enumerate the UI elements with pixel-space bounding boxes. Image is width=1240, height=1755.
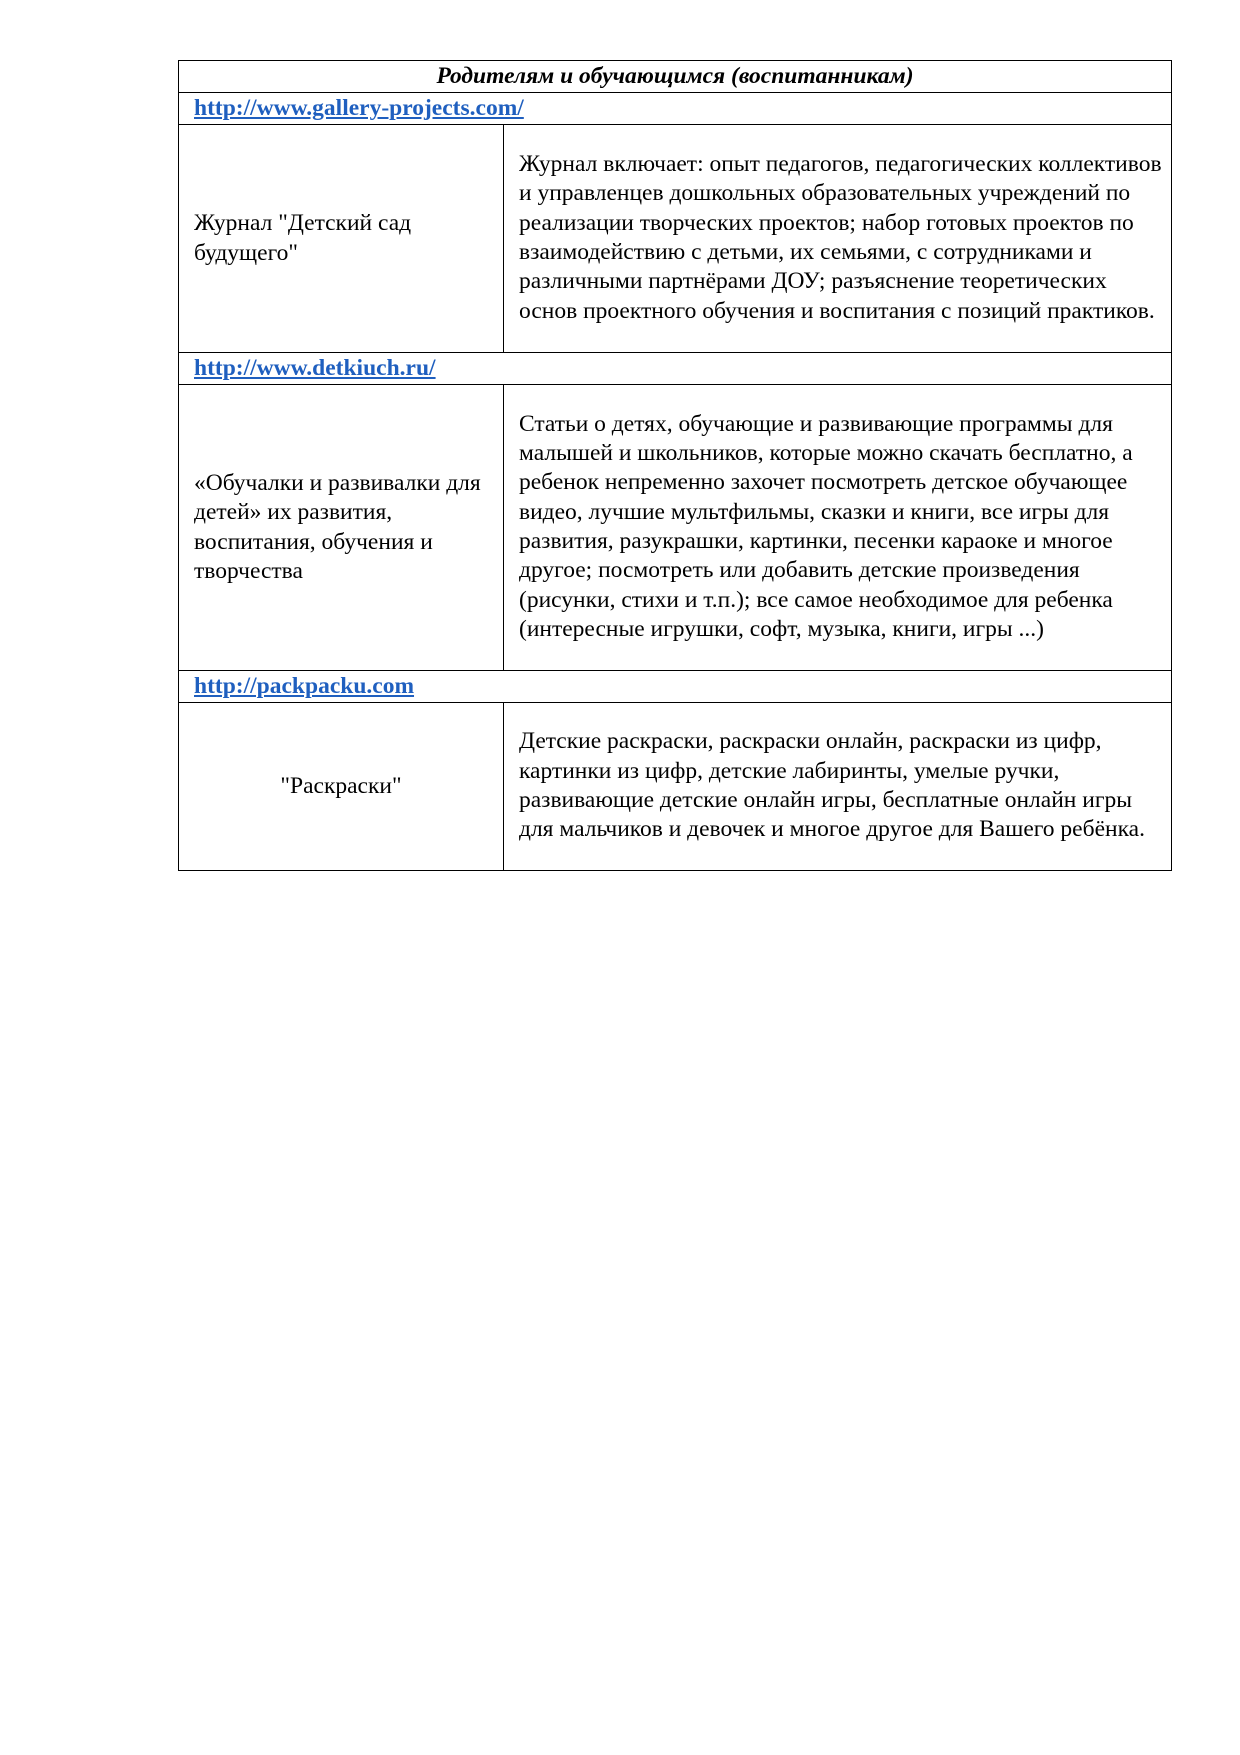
section-link-packpacku[interactable]: http://packpacku.com <box>194 672 415 699</box>
section-link-cell <box>179 93 1172 125</box>
section-link-row <box>179 93 1172 125</box>
section-link-cell <box>179 353 1172 385</box>
section-link-row <box>179 353 1172 385</box>
section-row <box>179 125 1172 353</box>
resource-description: Статьи о детях, обучающие и развивающие программы для малышей и школьников, которые можно скачать бесплатно, а ребенок непременно захочет посмотреть детское обучающее видео, лучшие мультфильмы, сказки и книги, все игры для развития, разукрашки, картинки, песенки караоке и многое другое; посмотреть или добавить детские произведения (рисунки, стихи и т.п.); все самое необходимое для ребенка (интересные игрушки, софт, музыка, книги, игры ...) <box>504 385 1172 671</box>
resource-description: Журнал включает: опыт педагогов, педагогических коллективов и управленцев дошкольных образовательных учреждений по реализации творческих проектов; набор готовых проектов по взаимодействию с детьми, их семьями, с сотрудниками и различными партнёрами ДОУ; разъяснение теоретических основ проектного обучения и воспитания с позиций практиков. <box>504 125 1172 353</box>
section-link-cell <box>179 671 1172 703</box>
resource-description: Детские раскраски, раскраски онлайн, раскраски из цифр, картинки из цифр, детские лабиринты, умелые ручки, развивающие детские онлайн игры, бесплатные онлайн игры для мальчиков и девочек и многое другое для Вашего ребёнка. <box>504 703 1172 871</box>
table-heading-row <box>179 61 1172 93</box>
section-row <box>179 703 1172 871</box>
resources-table <box>178 60 1172 871</box>
resource-name: "Раскраски" <box>179 703 504 871</box>
table-heading: Родителям и обучающимся (воспитанникам) <box>179 61 1172 93</box>
section-row <box>179 385 1172 671</box>
section-link-gallery-projects[interactable]: http://www.gallery-projects.com/ <box>194 94 524 121</box>
section-link-detkiuch[interactable]: http://www.detkiuch.ru/ <box>194 354 436 381</box>
resource-name: «Обучалки и развивалки для детей» их развития, воспитания, обучения и творчества <box>179 385 504 671</box>
resource-name: Журнал "Детский сад будущего" <box>179 125 504 353</box>
section-link-row <box>179 671 1172 703</box>
